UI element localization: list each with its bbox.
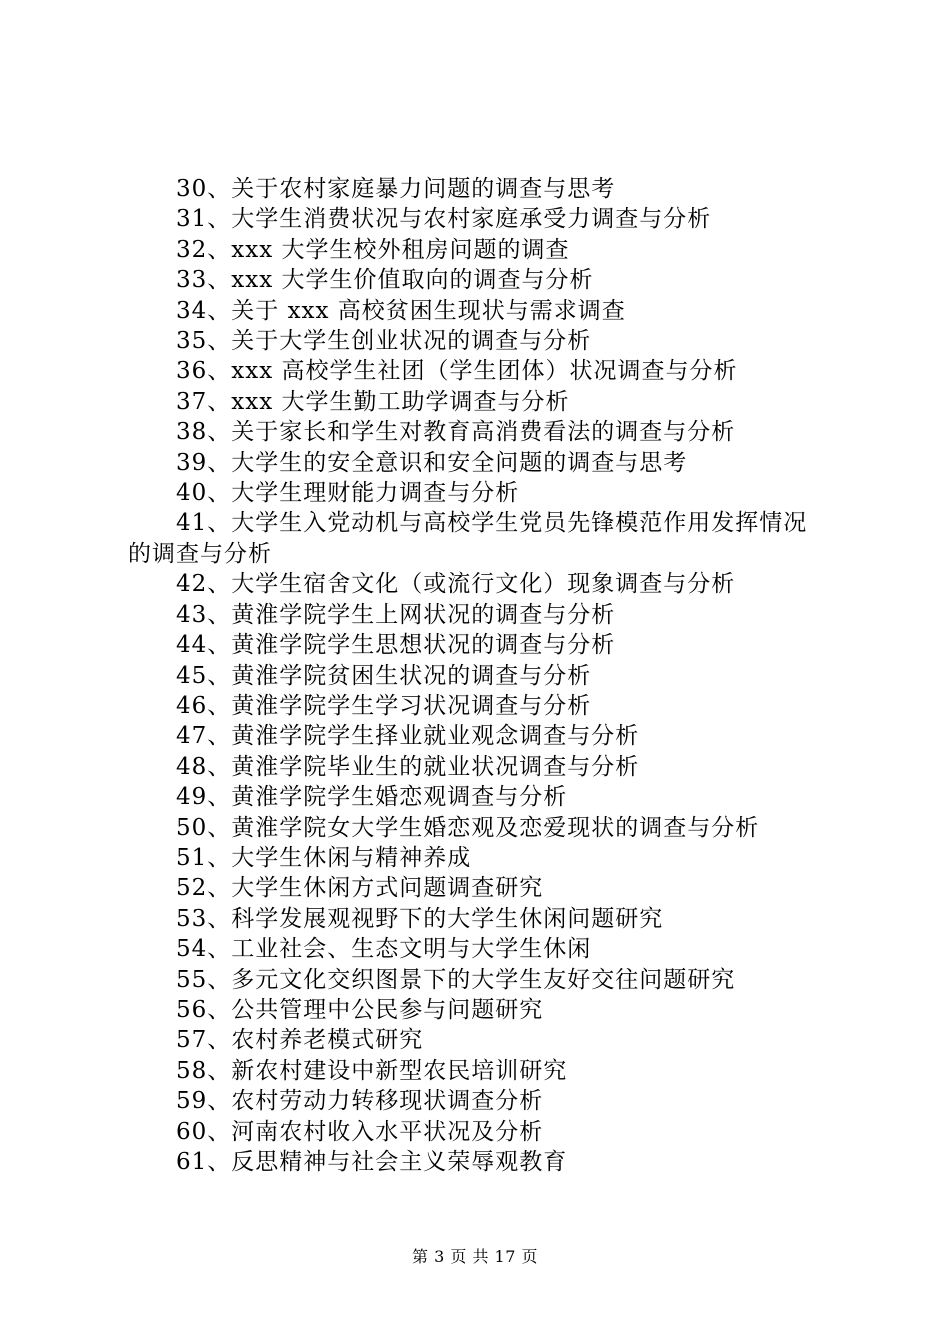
list-item: 52、大学生休闲方式问题调查研究 — [176, 875, 544, 902]
list-item: 34、关于 xxx 高校贫困生现状与需求调查 — [176, 297, 626, 324]
page-number-footer: 第 3 页 共 17 页 — [412, 1247, 538, 1266]
list-item: 39、大学生的安全意识和安全问题的调查与思考 — [176, 449, 688, 476]
list-item: 42、大学生宿舍文化（或流行文化）现象调查与分析 — [176, 571, 736, 598]
list-item: 56、公共管理中公民参与问题研究 — [176, 996, 544, 1023]
list-item: 53、科学发展观视野下的大学生休闲问题研究 — [176, 905, 664, 932]
list-item: 44、黄淮学院学生思想状况的调查与分析 — [176, 632, 616, 659]
list-item: 54、工业社会、生态文明与大学生休闲 — [176, 936, 592, 963]
list-item: 36、xxx 高校学生社团（学生团体）状况调查与分析 — [176, 358, 738, 385]
list-item: 31、大学生消费状况与农村家庭承受力调查与分析 — [176, 206, 712, 233]
list-item: 41、大学生入党动机与高校学生党员先锋模范作用发挥情况的调查与分析 — [128, 510, 808, 567]
list-item: 48、黄淮学院毕业生的就业状况调查与分析 — [176, 753, 640, 780]
list-item: 51、大学生休闲与精神养成 — [176, 844, 472, 871]
topic-list — [128, 174, 828, 1177]
list-item: 38、关于家长和学生对教育高消费看法的调查与分析 — [176, 419, 736, 446]
list-item: 49、黄淮学院学生婚恋观调查与分析 — [176, 784, 568, 811]
list-item: 40、大学生理财能力调查与分析 — [176, 480, 520, 507]
list-item: 37、xxx 大学生勤工助学调查与分析 — [176, 388, 570, 415]
list-item: 45、黄淮学院贫困生状况的调查与分析 — [176, 662, 592, 689]
list-item: 60、河南农村收入水平状况及分析 — [176, 1118, 544, 1145]
list-item: 43、黄淮学院学生上网状况的调查与分析 — [176, 601, 616, 628]
list-item: 50、黄淮学院女大学生婚恋观及恋爱现状的调查与分析 — [176, 814, 760, 841]
list-item: 30、关于农村家庭暴力问题的调查与思考 — [176, 176, 616, 202]
list-item: 35、关于大学生创业状况的调查与分析 — [176, 328, 592, 355]
list-item: 33、xxx 大学生价值取向的调查与分析 — [176, 267, 594, 294]
list-item: 32、xxx 大学生校外租房问题的调查 — [176, 236, 570, 263]
list-item: 59、农村劳动力转移现状调查分析 — [176, 1088, 544, 1115]
list-item: 47、黄淮学院学生择业就业观念调查与分析 — [176, 723, 640, 750]
list-item: 61、反思精神与社会主义荣辱观教育 — [176, 1149, 568, 1175]
list-item: 46、黄淮学院学生学习状况调查与分析 — [176, 692, 592, 719]
list-item: 57、农村养老模式研究 — [176, 1027, 424, 1054]
list-item: 55、多元文化交织图景下的大学生友好交往问题研究 — [176, 966, 736, 993]
list-item: 58、新农村建设中新型农民培训研究 — [176, 1057, 568, 1084]
